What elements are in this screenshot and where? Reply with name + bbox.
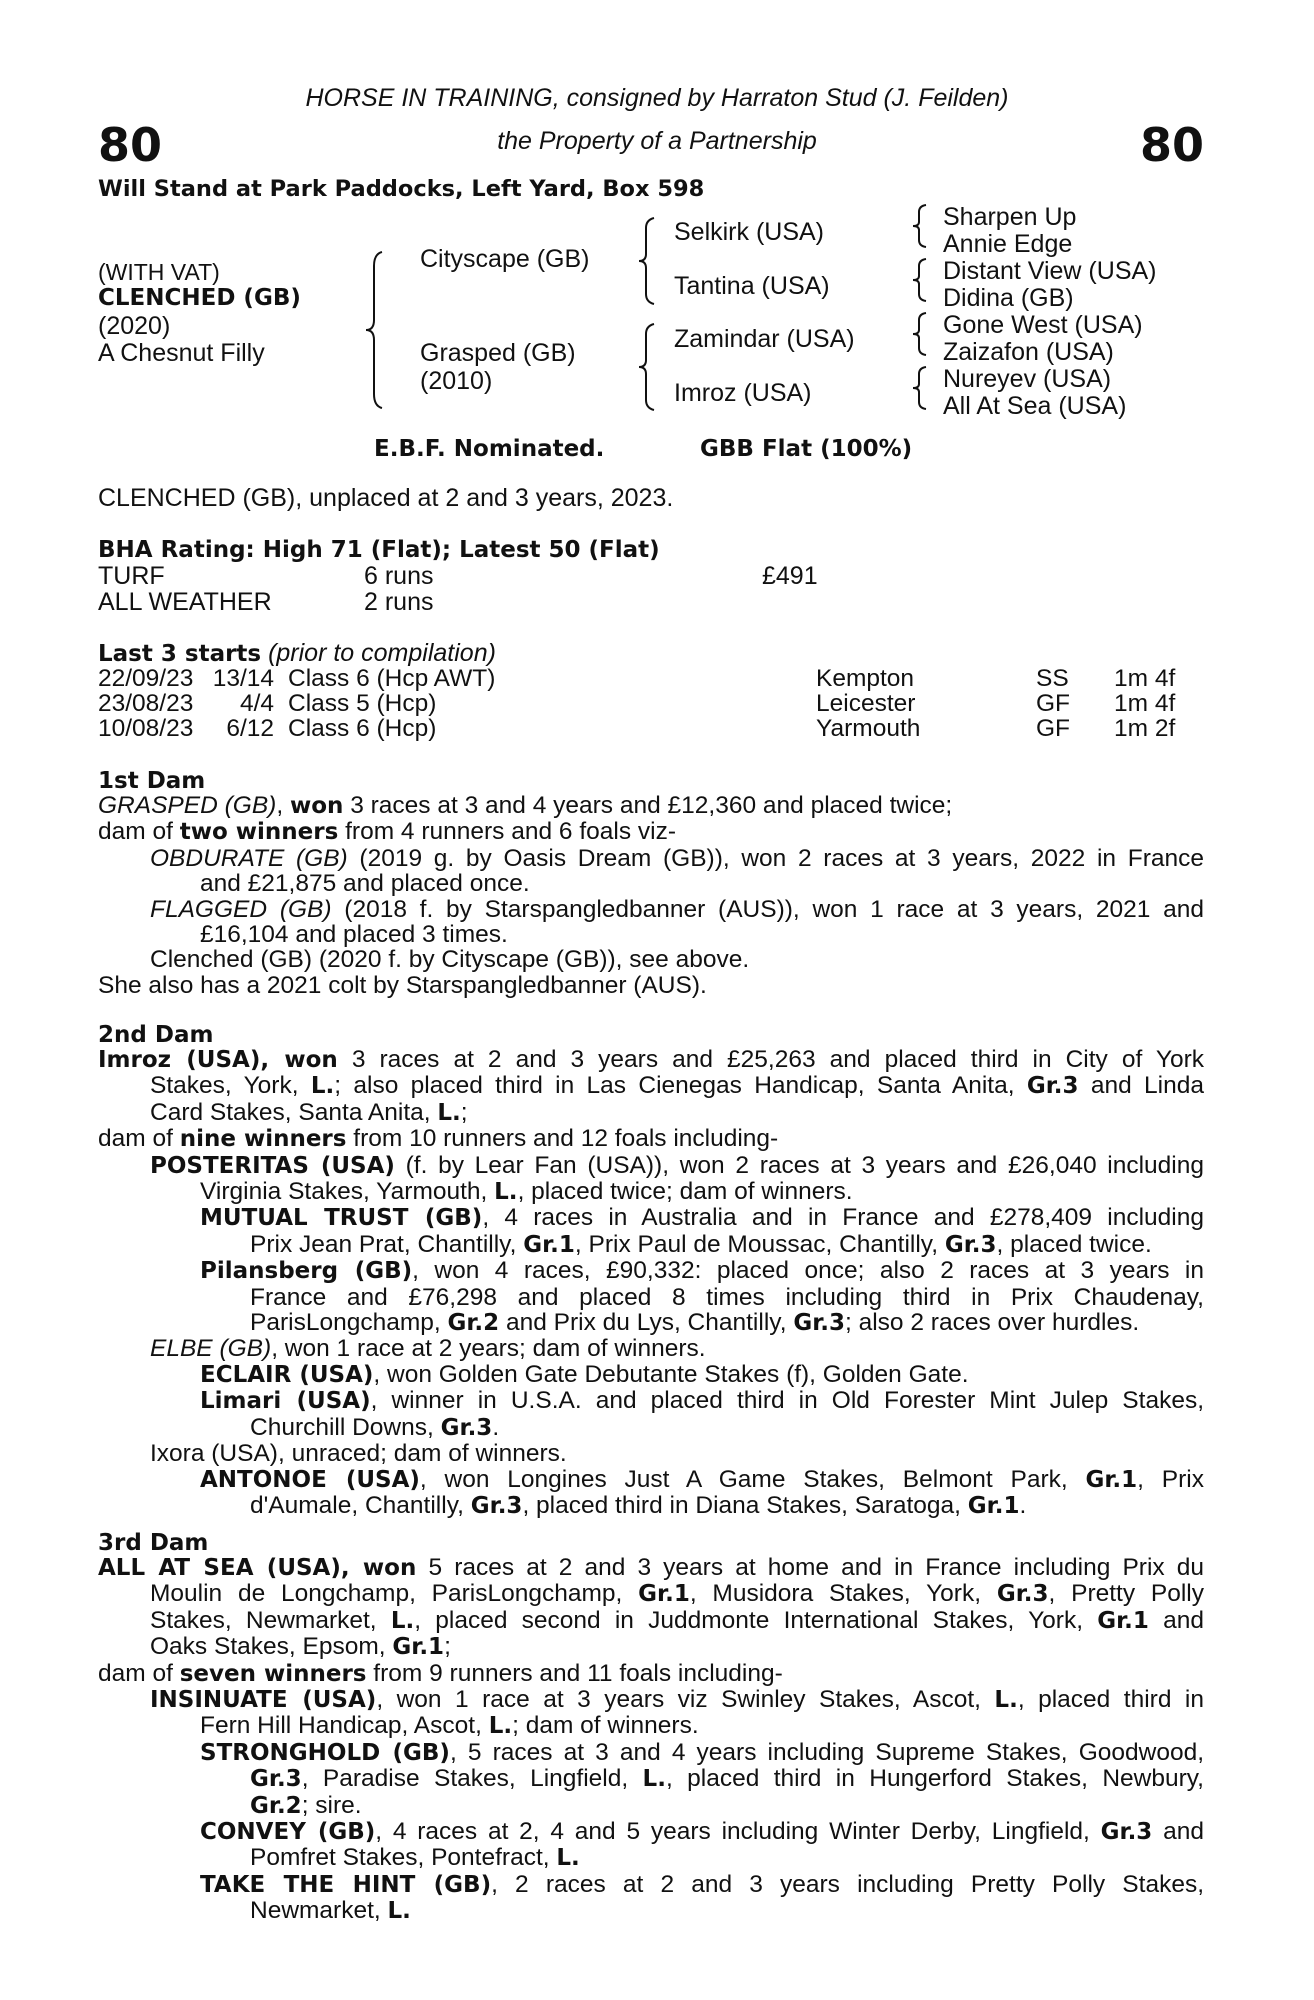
text-line: Pilansberg (GB), won 4 races, £90,332: placed once; also 2 races at 3 years in bbox=[200, 1257, 1204, 1285]
pedigree-g3-3: Distant View (USA) bbox=[943, 257, 1157, 285]
text-line: dam of seven winners from 9 runners and 11 foals including- bbox=[98, 1659, 783, 1687]
third-dam-heading: 3rd Dam bbox=[98, 1530, 209, 1556]
text-line: Stakes, Newmarket, L., placed second in Juddmonte International Stakes, York, Gr.1 and bbox=[150, 1606, 1205, 1634]
pedigree-sire-sire: Selkirk (USA) bbox=[674, 218, 825, 246]
text-line: dam of two winners from 4 runners and 6 foals viz- bbox=[98, 818, 676, 846]
pedigree-g3-8: All At Sea (USA) bbox=[943, 392, 1127, 420]
text-line: Newmarket, L. bbox=[250, 1897, 411, 1925]
all-weather-runs: 2 runs bbox=[364, 588, 434, 616]
pedigree-dam-year: (2010) bbox=[420, 367, 493, 395]
run-distance: 1m 4f bbox=[1114, 665, 1176, 692]
horse-description: A Chesnut Filly bbox=[98, 339, 265, 367]
text-line: CONVEY (GB), 4 races at 2, 4 and 5 years including Winter Derby, Lingfield, Gr.3 and bbox=[200, 1818, 1204, 1846]
horse-name: CLENCHED (GB) bbox=[98, 285, 301, 311]
third-dam-text bbox=[98, 1555, 1204, 1925]
pedigree-dam-sire: Zamindar (USA) bbox=[674, 325, 855, 353]
last-starts-heading bbox=[98, 640, 496, 667]
second-dam-heading: 2nd Dam bbox=[98, 1022, 214, 1048]
dam-line-brace bbox=[634, 322, 660, 412]
text-line: Imroz (USA), won 3 races at 2 and 3 years and £25,263 and placed third in City of York bbox=[98, 1046, 1205, 1073]
text-line: INSINUATE (USA), won 1 race at 3 years viz Swinley Stakes, Ascot, L., placed third in bbox=[150, 1686, 1205, 1714]
g3-brace-1 bbox=[908, 203, 930, 249]
text-line: GRASPED (GB), won 3 races at 3 and 4 years and £12,360 and placed twice; bbox=[98, 792, 953, 819]
all-weather-label: ALL WEATHER bbox=[98, 588, 272, 616]
text-line: Clenched (GB) (2020 f. by Cityscape (GB)), see above. bbox=[150, 946, 750, 974]
run-date: 23/08/23 bbox=[98, 690, 194, 717]
text-line: Ixora (USA), unraced; dam of winners. bbox=[150, 1440, 567, 1468]
text-line: Moulin de Longchamp, ParisLongchamp, Gr.1, Musidora Stakes, York, Gr.3, Pretty Polly bbox=[150, 1580, 1205, 1608]
text-line: FLAGGED (GB) (2018 f. by Starspangledbanner (AUS)), won 1 race at 3 years, 2021 and bbox=[150, 895, 1205, 923]
stand-location: Will Stand at Park Paddocks, Left Yard, Box 598 bbox=[98, 176, 705, 202]
text-line: ELBE (GB), won 1 race at 2 years; dam of winners. bbox=[150, 1335, 706, 1363]
pedigree-g3-2: Annie Edge bbox=[943, 230, 1073, 258]
text-line: ANTONOE (USA), won Longines Just A Game Stakes, Belmont Park, Gr.1, Prix bbox=[200, 1465, 1204, 1493]
text-line: Limari (USA), winner in U.S.A. and placed third in Old Forester Mint Julep Stakes, bbox=[200, 1387, 1204, 1415]
text-line: Card Stakes, Santa Anita, L.; bbox=[150, 1098, 468, 1126]
g3-brace-2 bbox=[908, 257, 930, 303]
pedigree-dam-dam: Imroz (USA) bbox=[674, 379, 812, 407]
last-starts-table bbox=[98, 666, 1175, 741]
g3-brace-4 bbox=[908, 365, 930, 411]
text-line: STRONGHOLD (GB), 5 races at 3 and 4 years including Supreme Stakes, Goodwood, bbox=[200, 1738, 1205, 1766]
run-date: 10/08/23 bbox=[98, 715, 194, 742]
pedigree-g3-5: Gone West (USA) bbox=[943, 311, 1143, 339]
pedigree-sire-dam: Tantina (USA) bbox=[674, 272, 830, 300]
text-line: Virginia Stakes, Yarmouth, L., placed twice; dam of winners. bbox=[200, 1178, 853, 1206]
bha-rating: BHA Rating: High 71 (Flat); Latest 50 (Flat) bbox=[98, 537, 660, 563]
run-date: 22/09/23 bbox=[98, 665, 194, 692]
pedigree-g3-7: Nureyev (USA) bbox=[943, 365, 1112, 393]
g3-brace-3 bbox=[908, 311, 930, 357]
property-line: the Property of a Partnership bbox=[497, 127, 817, 155]
text-line: ECLAIR (USA), won Golden Gate Debutante Stakes (f), Golden Gate. bbox=[200, 1360, 969, 1388]
text-line: France and £76,298 and placed 8 times including third in Prix Chaudenay, bbox=[250, 1283, 1204, 1311]
text-line: TAKE THE HINT (GB), 2 races at 2 and 3 years including Pretty Polly Stakes, bbox=[200, 1870, 1205, 1898]
run-course: Kempton bbox=[816, 665, 915, 692]
text-line: MUTUAL TRUST (GB), 4 races in Australia and in France and £278,409 including bbox=[200, 1204, 1204, 1232]
text-line: Oaks Stakes, Epsom, Gr.1; bbox=[150, 1633, 451, 1661]
text-line: OBDURATE (GB) (2019 g. by Oasis Dream (GB)), won 2 races at 3 years, 2022 in France bbox=[150, 844, 1204, 872]
text-line: Gr.3, Paradise Stakes, Lingfield, L., placed third in Hungerford Stakes, Newbury, bbox=[250, 1765, 1204, 1793]
text-line: Pomfret Stakes, Pontefract, L. bbox=[250, 1844, 580, 1872]
run-going: SS bbox=[1036, 665, 1069, 692]
last-starts-title: Last 3 starts bbox=[98, 641, 262, 667]
run-position: 13/14 bbox=[212, 665, 274, 692]
prize-money: £491 bbox=[762, 562, 818, 590]
text-line: Stakes, York, L.; also placed third in Las Cienegas Handicap, Santa Anita, Gr.3 and Linda bbox=[150, 1072, 1205, 1100]
sire-line-brace bbox=[634, 216, 660, 306]
run-class: Class 6 (Hcp AWT) bbox=[288, 665, 496, 692]
text-line: dam of nine winners from 10 runners and 12 foals including- bbox=[98, 1125, 779, 1153]
last-starts-note: (prior to compilation) bbox=[268, 639, 496, 667]
ebf-nomination: E.B.F. Nominated. bbox=[374, 436, 605, 462]
pedigree-g3-1: Sharpen Up bbox=[943, 203, 1077, 231]
turf-label: TURF bbox=[98, 562, 165, 590]
text-line: Fern Hill Handicap, Ascot, L.; dam of winners. bbox=[200, 1712, 699, 1740]
text-line: ParisLongchamp, Gr.2 and Prix du Lys, Chantilly, Gr.3; also 2 races over hurdles. bbox=[250, 1309, 1140, 1337]
first-dam-heading: 1st Dam bbox=[98, 768, 206, 794]
lot-number-right: 80 bbox=[1139, 118, 1204, 172]
pedigree-sire: Cityscape (GB) bbox=[420, 245, 590, 273]
text-line: Gr.2; sire. bbox=[250, 1791, 362, 1819]
text-line: £16,104 and placed 3 times. bbox=[200, 921, 508, 949]
table-row bbox=[98, 691, 1175, 716]
table-row bbox=[98, 666, 1175, 691]
run-distance: 1m 2f bbox=[1114, 715, 1176, 742]
text-line: and £21,875 and placed once. bbox=[200, 870, 530, 898]
table-row bbox=[98, 716, 1175, 741]
text-line: ALL AT SEA (USA), won 5 races at 2 and 3 years at home and in France including Prix du bbox=[98, 1554, 1204, 1581]
first-dam-text bbox=[98, 793, 1204, 998]
text-line: She also has a 2021 colt by Starspangledbanner (AUS). bbox=[98, 971, 707, 999]
run-course: Yarmouth bbox=[816, 715, 921, 742]
pedigree-dam: Grasped (GB) bbox=[420, 339, 576, 367]
text-line: POSTERITAS (USA) (f. by Lear Fan (USA)), won 2 races at 3 years and £26,040 including bbox=[150, 1151, 1205, 1179]
horse-year: (2020) bbox=[98, 312, 171, 340]
text-line: Prix Jean Prat, Chantilly, Gr.1, Prix Paul de Moussac, Chantilly, Gr.3, placed twice. bbox=[250, 1230, 1152, 1258]
run-distance: 1m 4f bbox=[1114, 690, 1176, 717]
run-class: Class 6 (Hcp) bbox=[288, 715, 437, 742]
pedigree-g3-4: Didina (GB) bbox=[943, 284, 1074, 312]
pedigree-g3-6: Zaizafon (USA) bbox=[943, 338, 1114, 366]
run-class: Class 5 (Hcp) bbox=[288, 690, 437, 717]
run-going: GF bbox=[1036, 690, 1071, 717]
text-line: Churchill Downs, Gr.3. bbox=[250, 1413, 500, 1441]
consignor-line: HORSE IN TRAINING, consigned by Harraton Stud (J. Feilden) bbox=[305, 84, 1009, 112]
sire-dam-brace bbox=[360, 250, 390, 410]
second-dam-text bbox=[98, 1047, 1204, 1519]
run-position: 6/12 bbox=[226, 715, 274, 742]
vat-label: (WITH VAT) bbox=[98, 259, 220, 285]
run-course: Leicester bbox=[816, 690, 916, 717]
text-line: d'Aumale, Chantilly, Gr.3, placed third in Diana Stakes, Saratoga, Gr.1. bbox=[250, 1491, 1027, 1519]
gbb-status: GBB Flat (100%) bbox=[700, 436, 913, 462]
racing-summary: CLENCHED (GB), unplaced at 2 and 3 years, 2023. bbox=[98, 484, 674, 512]
lot-number-left: 80 bbox=[98, 118, 163, 172]
run-position: 4/4 bbox=[239, 690, 274, 717]
run-going: GF bbox=[1036, 715, 1071, 742]
turf-runs: 6 runs bbox=[364, 562, 434, 590]
